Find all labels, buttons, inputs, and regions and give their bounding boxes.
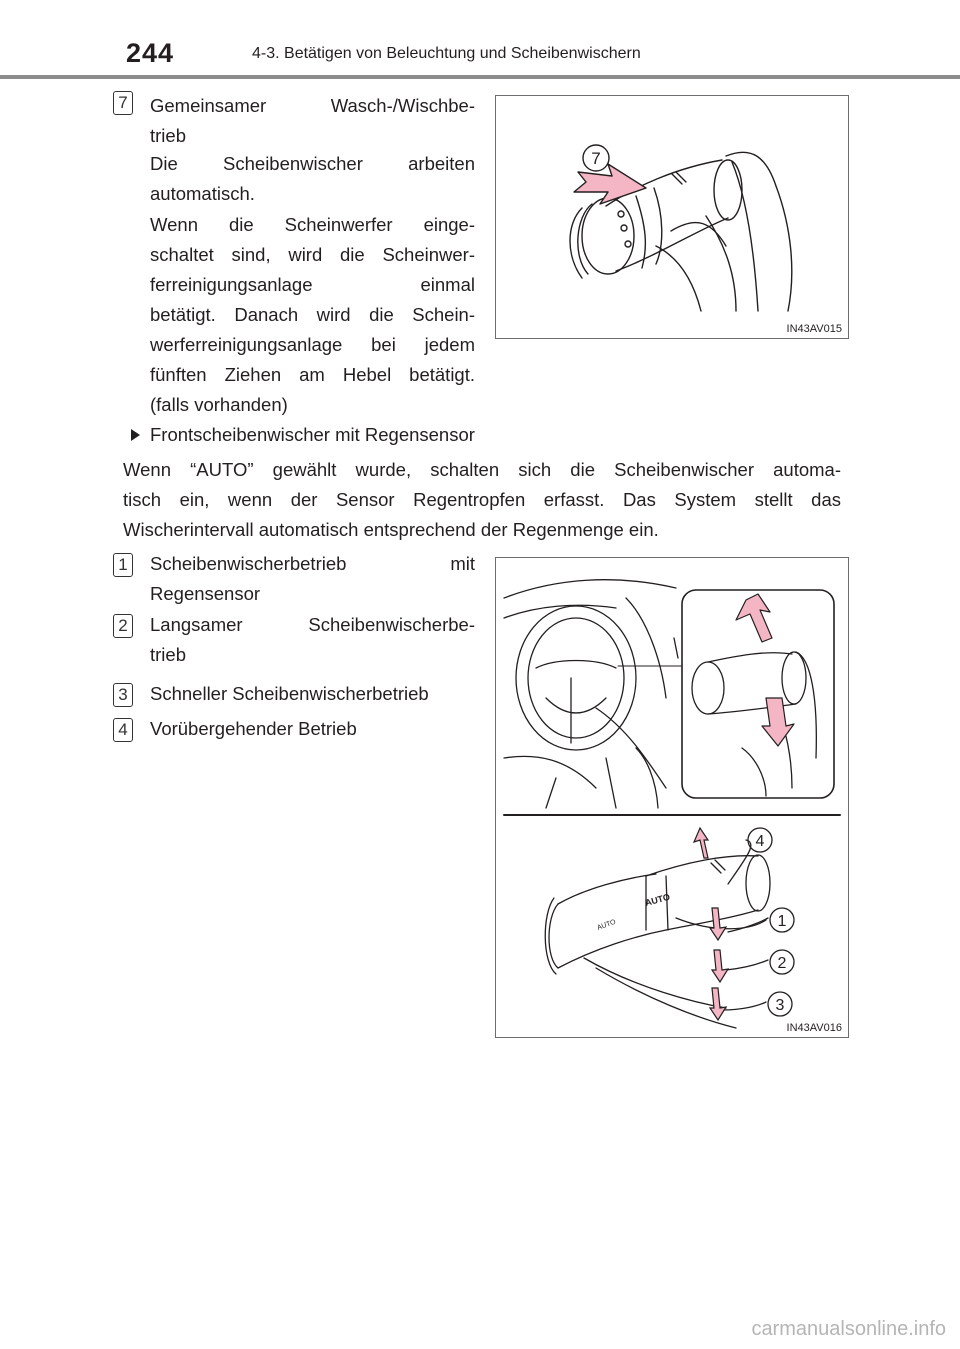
callout-label: 1 — [777, 913, 787, 930]
text-line: schaltet sind, wird die Scheinwer- — [150, 244, 475, 265]
item-1-text — [150, 549, 475, 609]
callout-label: 7 — [591, 149, 601, 168]
item-4-text — [150, 714, 475, 744]
callout-label: 2 — [777, 955, 787, 972]
text-line: Die Scheibenwischer arbeiten — [150, 153, 475, 174]
text-line: werferreinigungsanlage bei jedem — [150, 334, 475, 355]
bullet-triangle-icon — [131, 429, 140, 441]
figure-wiper-lever-pull — [495, 95, 849, 339]
page-header — [0, 0, 960, 80]
page-number: 244 — [126, 38, 175, 68]
text-line: Wischerintervall automatisch entsprechend der Regenmenge ein. — [123, 519, 659, 540]
lever-pull-illustration — [496, 96, 848, 338]
text-line: automatisch. — [150, 183, 255, 204]
text-line: (falls vorhanden) — [150, 394, 288, 415]
header-rule — [0, 75, 960, 79]
text-line: trieb — [150, 125, 186, 146]
text-line: Wenn “AUTO” gewählt wurde, schalten sich die Scheibenwischer automa- — [123, 459, 841, 480]
text-line: Schneller Scheibenwischerbetrieb — [150, 683, 429, 704]
text-line: Scheibenwischerbetrieb mit — [150, 553, 475, 574]
item-number-badge: 4 — [113, 718, 133, 742]
text-line: fünften Ziehen am Hebel betätigt. — [150, 364, 475, 385]
item-2-text — [150, 610, 475, 670]
lever-auto-text: AUTO — [643, 891, 671, 908]
text-line: ferreinigungsanlage einmal — [150, 274, 475, 295]
text-line: Vorübergehender Betrieb — [150, 718, 357, 739]
item-number-badge: 2 — [113, 614, 133, 638]
figure-label: IN43AV015 — [786, 323, 842, 335]
callout-label: 4 — [755, 833, 765, 850]
callout-label: 3 — [775, 997, 785, 1014]
text-line: betätigt. Danach wird die Schein- — [150, 304, 475, 325]
item-number-badge: 7 — [113, 91, 133, 115]
text-line: tisch ein, wenn der Sensor Regentropfen erfasst. Das System stellt das — [123, 489, 841, 510]
text-line: trieb — [150, 644, 186, 665]
section-heading-rain-sensor: Frontscheibenwischer mit Regensensor — [150, 424, 475, 445]
item-3-text — [150, 679, 490, 709]
item-number-badge: 1 — [113, 553, 133, 577]
item-7-description — [150, 149, 475, 209]
text-line: Regensensor — [150, 583, 261, 604]
lever-small-auto-text: AUTO — [596, 918, 617, 932]
rain-sensor-illustration — [496, 558, 848, 1037]
footer-watermark: carmanualsonline.info — [751, 1318, 946, 1340]
text-line: Wenn die Scheinwerfer einge- — [150, 214, 475, 235]
item-number-badge: 3 — [113, 683, 133, 707]
section-title: 4-3. Betätigen von Beleuchtung und Scheibenwischern — [252, 45, 641, 62]
item-7-note — [150, 210, 475, 420]
figure-label: IN43AV016 — [786, 1022, 842, 1034]
figure-rain-sensor-lever — [495, 557, 849, 1038]
rain-sensor-body — [123, 455, 841, 545]
text-line: Langsamer Scheibenwischerbe- — [150, 614, 475, 635]
item-7-title — [150, 91, 475, 151]
text-line: Gemeinsamer Wasch-/Wischbe- — [150, 95, 475, 116]
